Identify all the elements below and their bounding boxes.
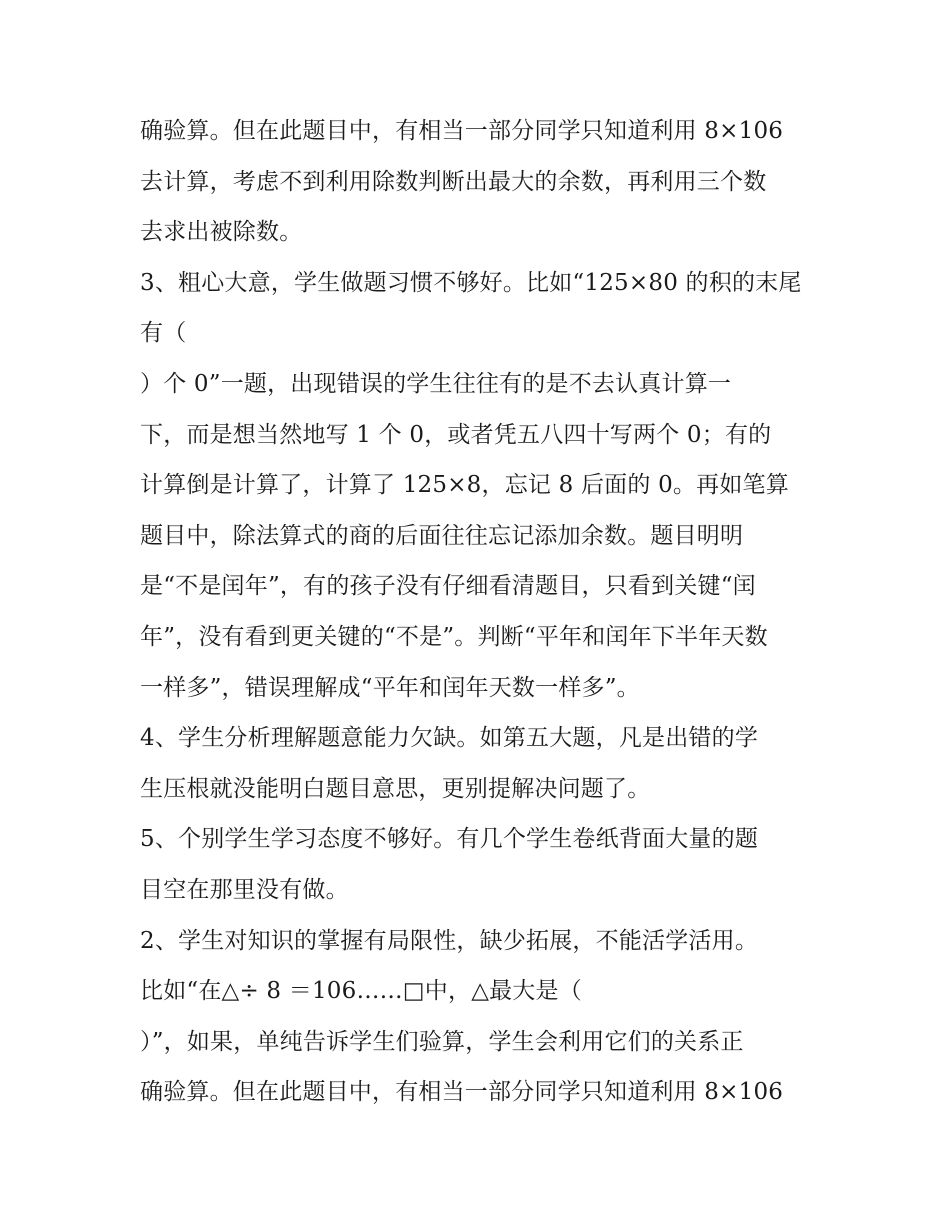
text-line: 2、学生对知识的掌握有局限性，缺少拓展，不能活学活用。	[140, 927, 759, 954]
text-line: 计算倒是计算了，计算了 125×8，忘记 8 后面的 0。再如笔算	[140, 472, 789, 499]
text-line: 有（	[140, 320, 187, 347]
text-line: 3、粗心大意，学生做题习惯不够好。比如“125×80 的积的末尾	[140, 269, 802, 296]
text-line: ）个 0”一题，出现错误的学生往往有的是不去认真计算一	[140, 370, 732, 397]
text-line: ）”，如果，单纯告诉学生们验算，学生会利用它们的关系正	[140, 1028, 744, 1055]
text-line: 5、个别学生学习态度不够好。有几个学生卷纸背面大量的题	[140, 826, 759, 853]
text-line: 是“不是闰年”，有的孩子没有仔细看清题目，只看到关键“闰	[140, 573, 756, 600]
text-line: 下，而是想当然地写 1 个 0，或者凭五八四十写两个 0；有的	[140, 421, 772, 448]
text-line: 4、学生分析理解题意能力欠缺。如第五大题，凡是出错的学	[140, 725, 759, 752]
text-line: 题目中，除法算式的商的后面往往忘记添加余数。题目明明	[140, 522, 744, 549]
body-text	[140, 106, 820, 1118]
text-line: 目空在那里没有做。	[140, 876, 349, 903]
text-line: 确验算。但在此题目中，有相当一部分同学只知道利用 8×106	[140, 118, 784, 144]
text-line: 生压根就没能明白题目意思，更别提解决问题了。	[140, 775, 651, 802]
text-line: 去求出被除数。	[140, 219, 303, 246]
text-line: 一样多”，错误理解成“平年和闰年天数一样多”。	[140, 674, 640, 701]
text-line: 年”，没有看到更关键的“不是”。判断“平年和闰年下半年天数	[140, 623, 768, 650]
text-line: 比如“在△÷ 8 ＝106……□中，△最大是（	[140, 978, 582, 1005]
text-line: 确验算。但在此题目中，有相当一部分同学只知道利用 8×106	[140, 1079, 784, 1106]
text-line: 去计算，考虑不到利用除数判断出最大的余数，再利用三个数	[140, 168, 767, 195]
